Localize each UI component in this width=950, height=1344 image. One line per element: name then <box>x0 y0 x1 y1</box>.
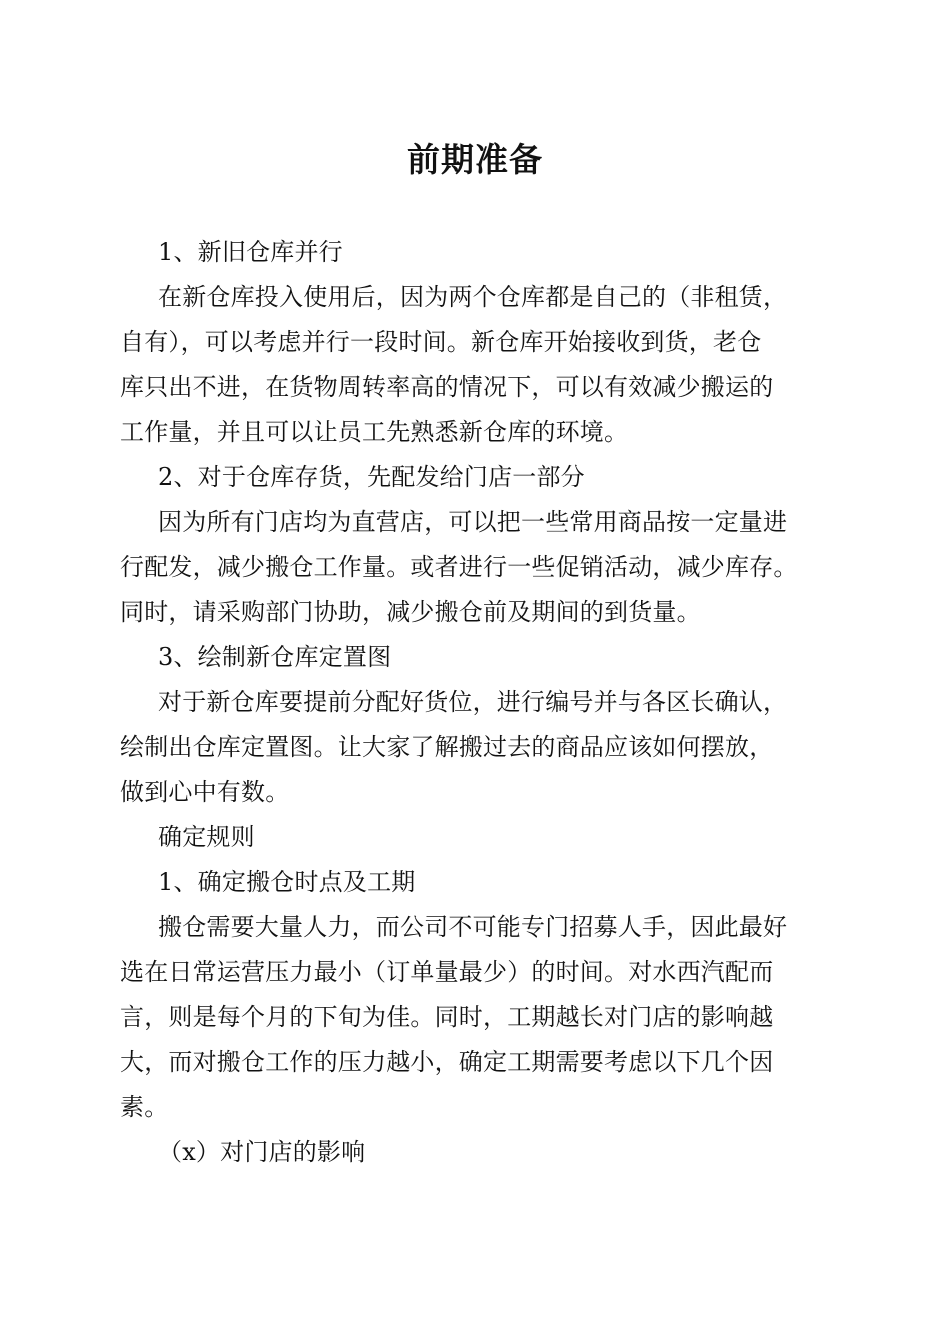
paragraph-line: 搬仓需要大量人力，而公司不可能专门招募人手，因此最好 <box>158 913 788 941</box>
paragraph-line: 库只出不进，在货物周转率高的情况下，可以有效减少搬运的 <box>120 373 774 401</box>
section-heading: 3、绘制新仓库定置图 <box>158 643 392 671</box>
paragraph-line: 对于新仓库要提前分配好货位，进行编号并与各区长确认， <box>158 688 788 716</box>
paragraph-line: 绘制出仓库定置图。让大家了解搬过去的商品应该如何摆放， <box>120 733 774 761</box>
paragraph-line: 在新仓库投入使用后，因为两个仓库都是自己的（非租赁， <box>158 283 788 311</box>
section-heading: 确定规则 <box>158 823 255 851</box>
subsection-heading: （x）对门店的影响 <box>158 1138 366 1166</box>
section-heading: 1、确定搬仓时点及工期 <box>158 868 416 896</box>
paragraph-line: 选在日常运营压力最小（订单量最少）的时间。对水西汽配而 <box>120 958 774 986</box>
paragraph-line: 同时，请采购部门协助，减少搬仓前及期间的到货量。 <box>120 598 701 626</box>
section-heading: 1、新旧仓库并行 <box>158 238 343 266</box>
paragraph-line: 工作量，并且可以让员工先熟悉新仓库的环境。 <box>120 418 629 446</box>
paragraph-line: 大，而对搬仓工作的压力越小，确定工期需要考虑以下几个因 <box>120 1048 774 1076</box>
document-title: 前期准备 <box>407 140 543 179</box>
section-heading: 2、对于仓库存货，先配发给门店一部分 <box>158 463 585 491</box>
paragraph-line: 言，则是每个月的下旬为佳。同时，工期越长对门店的影响越 <box>120 1003 774 1031</box>
paragraph-line: 自有），可以考虑并行一段时间。新仓库开始接收到货，老仓 <box>120 328 762 356</box>
paragraph-line: 素。 <box>120 1093 169 1121</box>
paragraph-line: 因为所有门店均为直营店，可以把一些常用商品按一定量进 <box>158 508 788 536</box>
paragraph-line: 行配发，减少搬仓工作量。或者进行一些促销活动，减少库存。 <box>120 553 798 581</box>
paragraph-line: 做到心中有数。 <box>120 778 290 806</box>
